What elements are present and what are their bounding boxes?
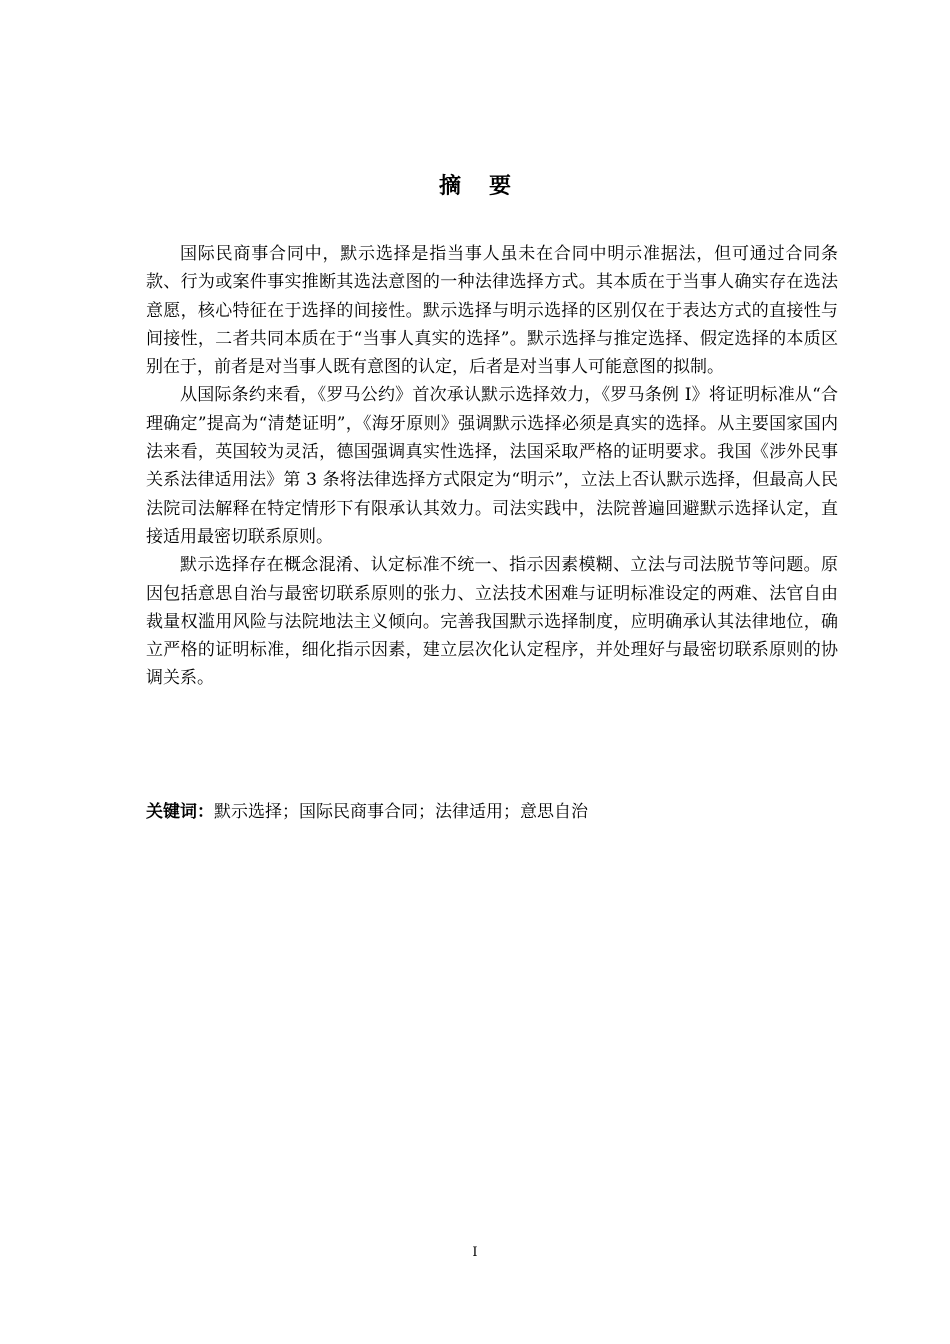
keywords-text: 默示选择；国际民商事合同；法律适用；意思自治 [214,802,588,822]
keywords-label: 关键词： [146,802,214,822]
page-number: I [472,1245,478,1260]
page-title: 摘要 [438,174,539,199]
abstract-body [146,240,838,693]
abstract-paragraph-1: 国际民商事合同中，默示选择是指当事人虽未在合同中明示准据法，但可通过合同条款、行为或案件事实推断其选法意图的一种法律选择方式。其本质在于当事人确实存在选法意愿，核心特征在于选择的间接性。默示选择与明示选择的区别仅在于表达方式的直接性与间接性，二者共同本质在于“当事人真实的选择”。默示选择与推定选择、假定选择的本质区别在于，前者是对当事人既有意图的认定，后者是对当事人可能意图的拟制。 [146,244,838,378]
abstract-paragraph-3: 默示选择存在概念混淆、认定标准不统一、指示因素模糊、立法与司法脱节等问题。原因包括意思自治与最密切联系原则的张力、立法技术困难与证明标准设定的两难、法官自由裁量权滥用风险与法院地法主义倾向。完善我国默示选择制度，应明确承认其法律地位，确立严格的证明标准，细化指示因素，建立层次化认定程序，并处理好与最密切联系原则的协调关系。 [146,555,838,689]
keywords-line [146,798,838,826]
abstract-paragraph-2: 从国际条约来看，《罗马公约》首次承认默示选择效力，《罗马条例 I》将证明标准从“合理确定”提高为“清楚证明”，《海牙原则》强调默示选择必须是真实的选择。从主要国家国内法来看，英国较为灵活，德国强调真实性选择，法国采取严格的证明要求。我国《涉外民事关系法律适用法》第 3 条将法律选择方式限定为“明示”，立法上否认默示选择，但最高人民法院司法解释在特定情形下有限承认其效力。司法实践中，法院普遍回避默示选择认定，直接适用最密切联系原则。 [146,385,838,547]
